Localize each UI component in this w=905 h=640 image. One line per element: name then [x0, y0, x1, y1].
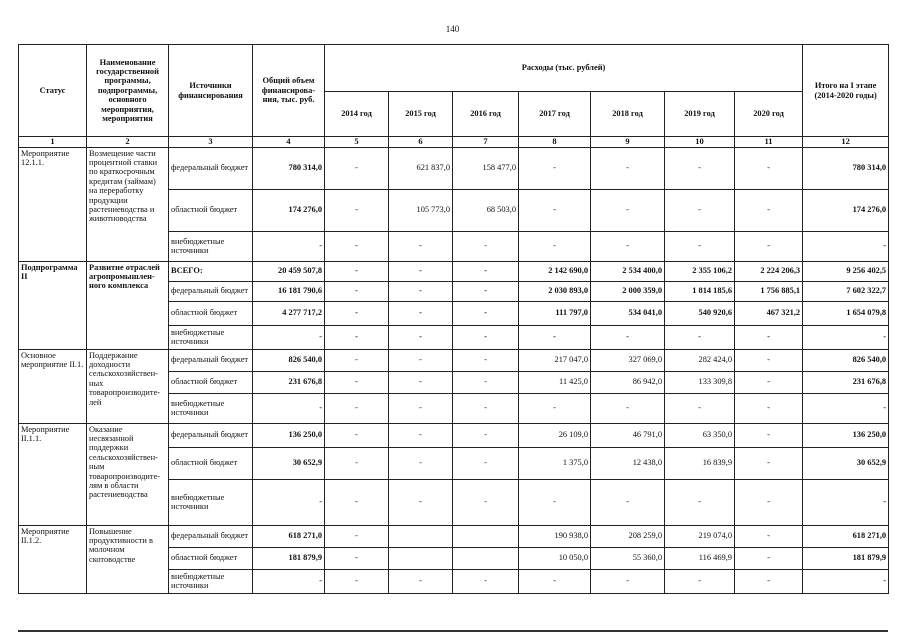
column-number: 3: [169, 137, 253, 148]
year-value-cell: 621 837,0: [389, 147, 453, 189]
year-value-cell: -: [389, 569, 453, 593]
source-cell: внебюджетные источники: [169, 569, 253, 593]
itogo-cell: 181 879,9: [803, 547, 889, 569]
year-value-cell: -: [665, 325, 735, 349]
status-cell: Основное мероприятие II.1.: [19, 349, 87, 423]
header-expenses: Расходы (тыс. рублей): [325, 45, 803, 92]
year-value-cell: 467 321,2: [735, 301, 803, 325]
year-value-cell: 327 069,0: [591, 349, 665, 371]
table-row: [19, 147, 889, 189]
source-cell: федеральный бюджет: [169, 423, 253, 447]
year-value-cell: 2 534 400,0: [591, 261, 665, 281]
source-cell: областной бюджет: [169, 301, 253, 325]
year-value-cell: 534 041,0: [591, 301, 665, 325]
year-value-cell: 1 756 885,1: [735, 281, 803, 301]
year-value-cell: -: [325, 423, 389, 447]
year-value-cell: 111 797,0: [519, 301, 591, 325]
year-value-cell: -: [389, 393, 453, 423]
column-number: 11: [735, 137, 803, 148]
year-value-cell: -: [453, 371, 519, 393]
year-value-cell: 2 355 106,2: [665, 261, 735, 281]
year-value-cell: 116 469,9: [665, 547, 735, 569]
year-value-cell: -: [735, 231, 803, 261]
year-value-cell: 105 773,0: [389, 189, 453, 231]
source-cell: федеральный бюджет: [169, 147, 253, 189]
year-value-cell: -: [453, 393, 519, 423]
year-value-cell: -: [591, 147, 665, 189]
source-cell: областной бюджет: [169, 189, 253, 231]
name-cell: Оказание несвязанной поддержки сельскохозяйствен- ным товаропроизводите- лям в области растениеводства: [87, 423, 169, 525]
year-value-cell: -: [453, 349, 519, 371]
itogo-cell: 231 676,8: [803, 371, 889, 393]
source-cell: ВСЕГО:: [169, 261, 253, 281]
year-value-cell: -: [389, 281, 453, 301]
year-value-cell: 540 920,6: [665, 301, 735, 325]
total-cell: 826 540,0: [253, 349, 325, 371]
year-value-cell: -: [735, 189, 803, 231]
header-year: 2020 год: [735, 92, 803, 137]
source-cell: федеральный бюджет: [169, 281, 253, 301]
year-value-cell: 219 074,0: [665, 525, 735, 547]
year-value-cell: 10 050,0: [519, 547, 591, 569]
year-value-cell: 133 309,8: [665, 371, 735, 393]
year-value-cell: -: [519, 189, 591, 231]
total-cell: 136 250,0: [253, 423, 325, 447]
total-cell: 20 459 507,8: [253, 261, 325, 281]
year-value-cell: -: [665, 569, 735, 593]
year-value-cell: 2 142 690,0: [519, 261, 591, 281]
header-itogo: Итого на I этапе (2014-2020 годы): [803, 45, 889, 137]
total-cell: -: [253, 479, 325, 525]
itogo-cell: 826 540,0: [803, 349, 889, 371]
table-row: [19, 261, 889, 281]
source-cell: внебюджетные источники: [169, 325, 253, 349]
total-cell: 231 676,8: [253, 371, 325, 393]
itogo-cell: 780 314,0: [803, 147, 889, 189]
header-year: 2014 год: [325, 92, 389, 137]
header-year: 2015 год: [389, 92, 453, 137]
year-value-cell: -: [325, 147, 389, 189]
column-number: 7: [453, 137, 519, 148]
total-cell: 181 879,9: [253, 547, 325, 569]
year-value-cell: [389, 547, 453, 569]
year-value-cell: -: [325, 479, 389, 525]
year-value-cell: -: [325, 371, 389, 393]
year-value-cell: 68 503,0: [453, 189, 519, 231]
year-value-cell: 86 942,0: [591, 371, 665, 393]
year-value-cell: -: [389, 447, 453, 479]
year-value-cell: -: [453, 281, 519, 301]
itogo-cell: 136 250,0: [803, 423, 889, 447]
year-value-cell: -: [389, 479, 453, 525]
header-year: 2017 год: [519, 92, 591, 137]
year-value-cell: -: [453, 301, 519, 325]
year-value-cell: -: [389, 349, 453, 371]
table-row: [19, 423, 889, 447]
year-value-cell: -: [453, 447, 519, 479]
year-value-cell: 1 814 185,6: [665, 281, 735, 301]
total-cell: 30 652,9: [253, 447, 325, 479]
header-source: Источники финансирования: [169, 45, 253, 137]
year-value-cell: -: [735, 569, 803, 593]
year-value-cell: [389, 525, 453, 547]
source-cell: федеральный бюджет: [169, 349, 253, 371]
year-value-cell: -: [453, 479, 519, 525]
status-cell: Подпрограмма II: [19, 261, 87, 349]
year-value-cell: -: [519, 569, 591, 593]
source-cell: федеральный бюджет: [169, 525, 253, 547]
year-value-cell: -: [665, 479, 735, 525]
itogo-cell: 618 271,0: [803, 525, 889, 547]
column-number: 5: [325, 137, 389, 148]
header-status: Статус: [19, 45, 87, 137]
column-number: 1: [19, 137, 87, 148]
itogo-cell: 174 276,0: [803, 189, 889, 231]
header-total: Общий объем финансирова- ния, тыс. руб.: [253, 45, 325, 137]
year-value-cell: -: [389, 371, 453, 393]
year-value-cell: 190 938,0: [519, 525, 591, 547]
header-year: 2016 год: [453, 92, 519, 137]
year-value-cell: -: [735, 423, 803, 447]
year-value-cell: -: [591, 569, 665, 593]
year-value-cell: -: [325, 325, 389, 349]
year-value-cell: -: [665, 147, 735, 189]
year-value-cell: -: [325, 281, 389, 301]
year-value-cell: -: [735, 393, 803, 423]
status-cell: Мероприятие 12.1.1.: [19, 147, 87, 261]
year-value-cell: 46 791,0: [591, 423, 665, 447]
page-number: 140: [445, 24, 460, 34]
name-cell: Возмещение части процентной ставки по краткосрочным кредитам (займам) на переработку продукции растениеводства и животноводства: [87, 147, 169, 261]
year-value-cell: -: [519, 231, 591, 261]
year-value-cell: -: [519, 147, 591, 189]
column-number: 9: [591, 137, 665, 148]
year-value-cell: -: [519, 325, 591, 349]
year-value-cell: -: [591, 479, 665, 525]
year-value-cell: -: [325, 301, 389, 325]
year-value-cell: 282 424,0: [665, 349, 735, 371]
itogo-cell: 7 602 322,7: [803, 281, 889, 301]
source-cell: внебюджетные источники: [169, 393, 253, 423]
year-value-cell: -: [519, 393, 591, 423]
year-value-cell: -: [453, 231, 519, 261]
column-number: 4: [253, 137, 325, 148]
year-value-cell: -: [735, 447, 803, 479]
itogo-cell: -: [803, 325, 889, 349]
year-value-cell: -: [735, 147, 803, 189]
year-value-cell: 55 360,0: [591, 547, 665, 569]
total-cell: -: [253, 569, 325, 593]
total-cell: -: [253, 393, 325, 423]
year-value-cell: [453, 525, 519, 547]
year-value-cell: 26 109,0: [519, 423, 591, 447]
year-value-cell: 63 350,0: [665, 423, 735, 447]
year-value-cell: -: [453, 423, 519, 447]
year-value-cell: -: [735, 371, 803, 393]
year-value-cell: -: [519, 479, 591, 525]
year-value-cell: -: [453, 325, 519, 349]
year-value-cell: [453, 547, 519, 569]
status-cell: Мероприятие II.1.2.: [19, 525, 87, 593]
status-cell: Мероприятие II.1.1.: [19, 423, 87, 525]
year-value-cell: -: [325, 547, 389, 569]
year-value-cell: -: [325, 569, 389, 593]
year-value-cell: 158 477,0: [453, 147, 519, 189]
year-value-cell: 2 030 893,0: [519, 281, 591, 301]
itogo-cell: -: [803, 231, 889, 261]
year-value-cell: -: [735, 325, 803, 349]
source-cell: областной бюджет: [169, 447, 253, 479]
year-value-cell: -: [325, 189, 389, 231]
year-value-cell: 11 425,0: [519, 371, 591, 393]
year-value-cell: -: [389, 261, 453, 281]
year-value-cell: -: [591, 325, 665, 349]
year-value-cell: -: [735, 479, 803, 525]
itogo-cell: 30 652,9: [803, 447, 889, 479]
total-cell: 780 314,0: [253, 147, 325, 189]
budget-table: [18, 44, 889, 594]
name-cell: Развитие отраслей агропромышлен- ного комплекса: [87, 261, 169, 349]
table-row: [19, 525, 889, 547]
source-cell: областной бюджет: [169, 547, 253, 569]
total-cell: 16 181 790,6: [253, 281, 325, 301]
year-value-cell: 208 259,0: [591, 525, 665, 547]
year-value-cell: -: [389, 231, 453, 261]
year-value-cell: -: [325, 349, 389, 371]
header-name: Наименование государственной программы, подпрограммы, основного мероприятия, мероприятия: [87, 45, 169, 137]
year-value-cell: -: [665, 189, 735, 231]
year-value-cell: 16 839,9: [665, 447, 735, 479]
year-value-cell: -: [325, 261, 389, 281]
year-value-cell: 12 438,0: [591, 447, 665, 479]
year-value-cell: -: [389, 301, 453, 325]
year-value-cell: -: [735, 547, 803, 569]
itogo-cell: -: [803, 393, 889, 423]
year-value-cell: -: [389, 423, 453, 447]
column-number: 6: [389, 137, 453, 148]
column-number: 12: [803, 137, 889, 148]
year-value-cell: 2 000 359,0: [591, 281, 665, 301]
year-value-cell: -: [591, 189, 665, 231]
itogo-cell: 1 654 079,8: [803, 301, 889, 325]
itogo-cell: -: [803, 569, 889, 593]
name-cell: Повышение продуктивности в молочном скотоводстве: [87, 525, 169, 593]
column-number: 2: [87, 137, 169, 148]
column-number: 10: [665, 137, 735, 148]
total-cell: 4 277 717,2: [253, 301, 325, 325]
year-value-cell: 217 047,0: [519, 349, 591, 371]
year-value-cell: -: [735, 525, 803, 547]
year-value-cell: -: [389, 325, 453, 349]
source-cell: внебюджетные источники: [169, 231, 253, 261]
year-value-cell: -: [665, 393, 735, 423]
total-cell: 618 271,0: [253, 525, 325, 547]
year-value-cell: -: [453, 569, 519, 593]
name-cell: Поддержание доходности сельскохозяйствен- ных товаропроизводите- лей: [87, 349, 169, 423]
itogo-cell: -: [803, 479, 889, 525]
column-number: 8: [519, 137, 591, 148]
year-value-cell: -: [325, 393, 389, 423]
table-row: [19, 349, 889, 371]
year-value-cell: -: [453, 261, 519, 281]
year-value-cell: -: [735, 349, 803, 371]
year-value-cell: -: [665, 231, 735, 261]
scan-edge-line: [18, 630, 888, 632]
header-year: 2019 год: [665, 92, 735, 137]
header-year: 2018 год: [591, 92, 665, 137]
source-cell: внебюджетные источники: [169, 479, 253, 525]
year-value-cell: -: [325, 447, 389, 479]
year-value-cell: -: [325, 525, 389, 547]
year-value-cell: 2 224 206,3: [735, 261, 803, 281]
source-cell: областной бюджет: [169, 371, 253, 393]
year-value-cell: -: [591, 393, 665, 423]
year-value-cell: 1 375,0: [519, 447, 591, 479]
total-cell: -: [253, 325, 325, 349]
itogo-cell: 9 256 402,5: [803, 261, 889, 281]
year-value-cell: -: [325, 231, 389, 261]
total-cell: 174 276,0: [253, 189, 325, 231]
year-value-cell: -: [591, 231, 665, 261]
total-cell: -: [253, 231, 325, 261]
